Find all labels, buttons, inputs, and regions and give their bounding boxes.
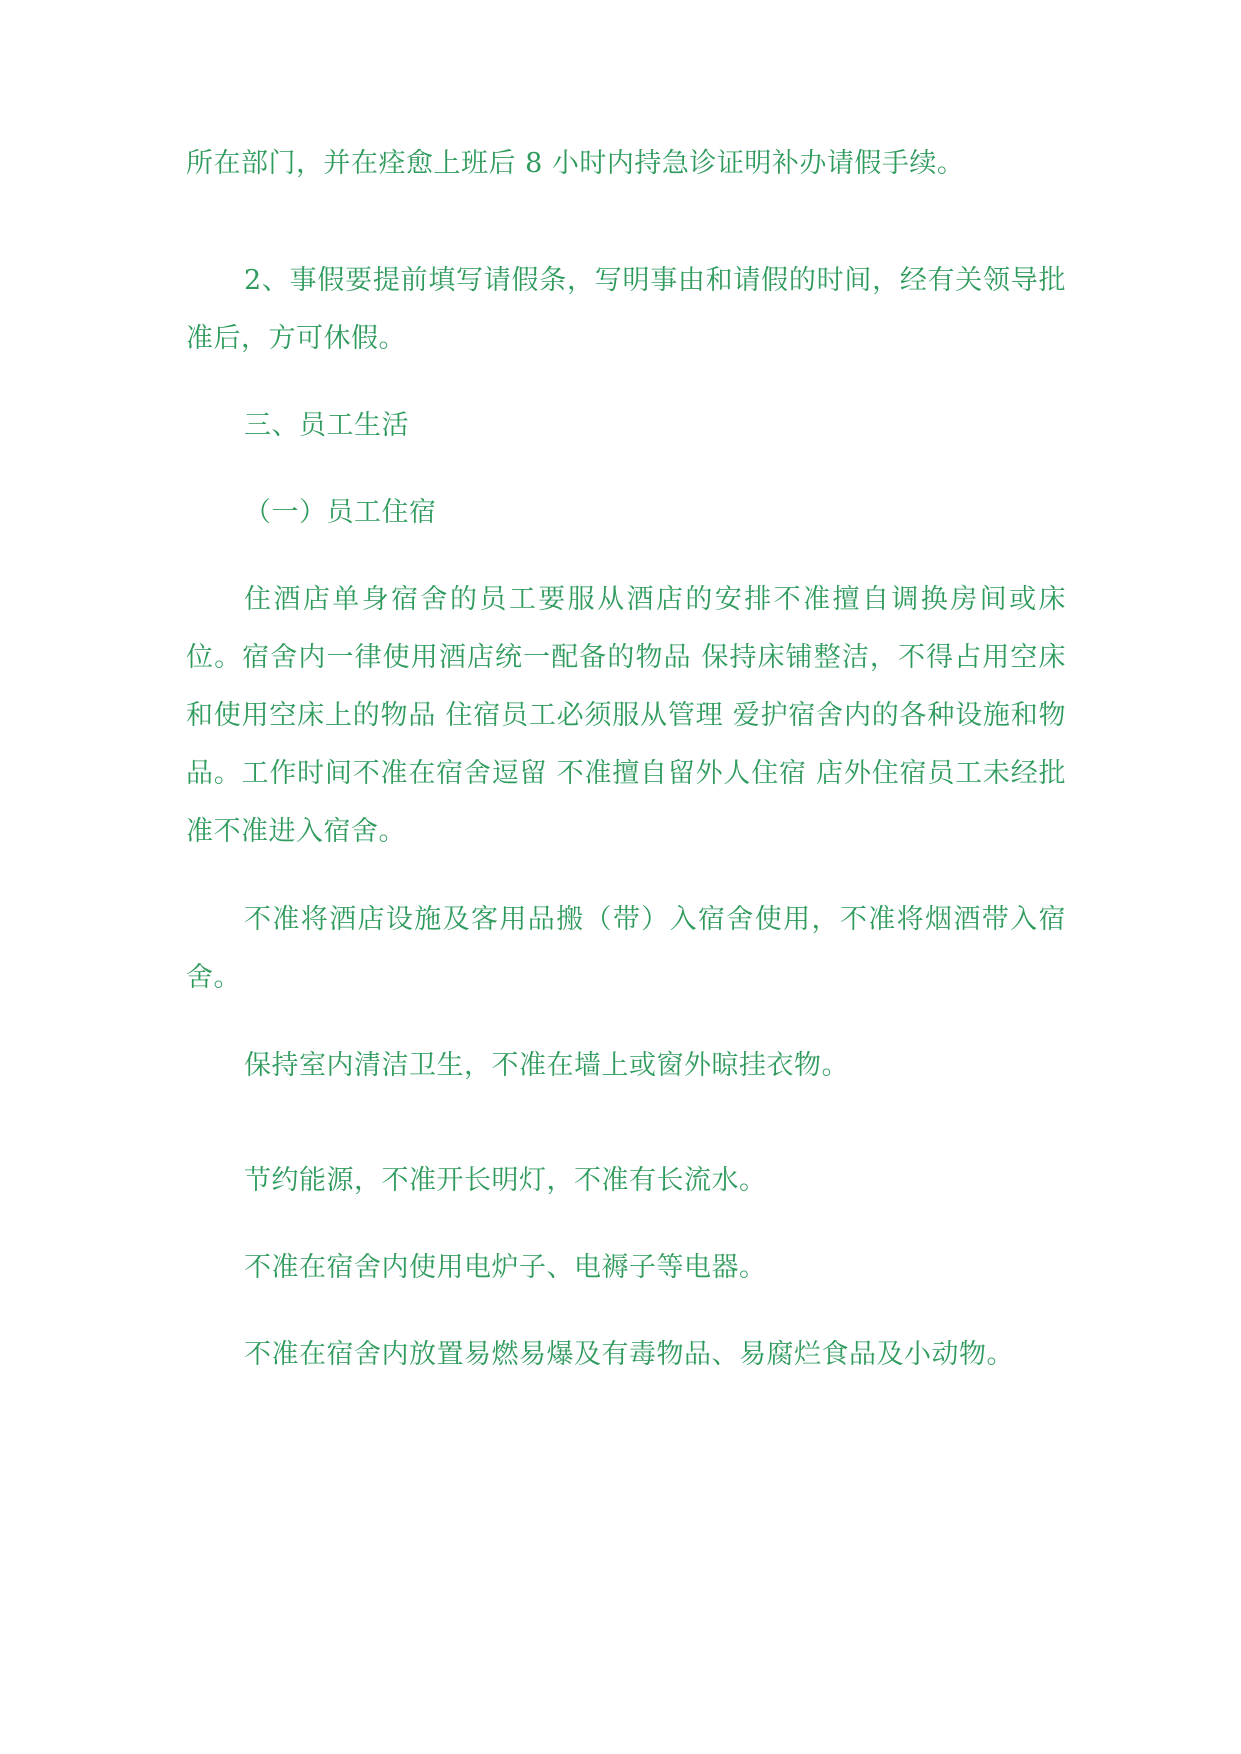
paragraph-personal-leave: 2、事假要提前填写请假条，写明事由和请假的时间，经有关领导批准后，方可休假。: [186, 265, 1066, 354]
paragraph-energy-saving: 节约能源，不准开长明灯，不准有长流水。: [244, 1165, 767, 1196]
paragraph-cleanliness: 保持室内清洁卫生，不准在墙上或窗外晾挂衣物。: [244, 1050, 849, 1081]
paragraph-no-hotel-items: 不准将酒店设施及客用品搬（带）入宿舍使用，不准将烟酒带入宿舍。: [186, 904, 1066, 993]
paragraph-sick-leave-continuation: 所在部门，并在痊愈上班后 8 小时内持急诊证明补办请假手续。: [186, 148, 965, 179]
paragraph-dormitory-rules: 住酒店单身宿舍的员工要服从酒店的安排不准擅自调换房间或床位。宿舍内一律使用酒店统一配备的物品 保持床铺整洁，不得占用空床和使用空床上的物品 住宿员工必须服从管理 爱护宿舍内的各种设施和物品。工作时间不准在宿舍逗留 不准擅自留外人住宿 店外住宿员工未经批准不准进入宿舍。: [186, 584, 1066, 847]
subsection-heading-staff-housing: （一）员工住宿: [244, 497, 437, 528]
paragraph-no-electric-appliances: 不准在宿舍内使用电炉子、电褥子等电器。: [244, 1252, 767, 1283]
paragraph-no-hazardous-items: 不准在宿舍内放置易燃易爆及有毒物品、易腐烂食品及小动物。: [244, 1339, 1014, 1370]
section-heading-staff-life: 三、员工生活: [244, 410, 409, 441]
